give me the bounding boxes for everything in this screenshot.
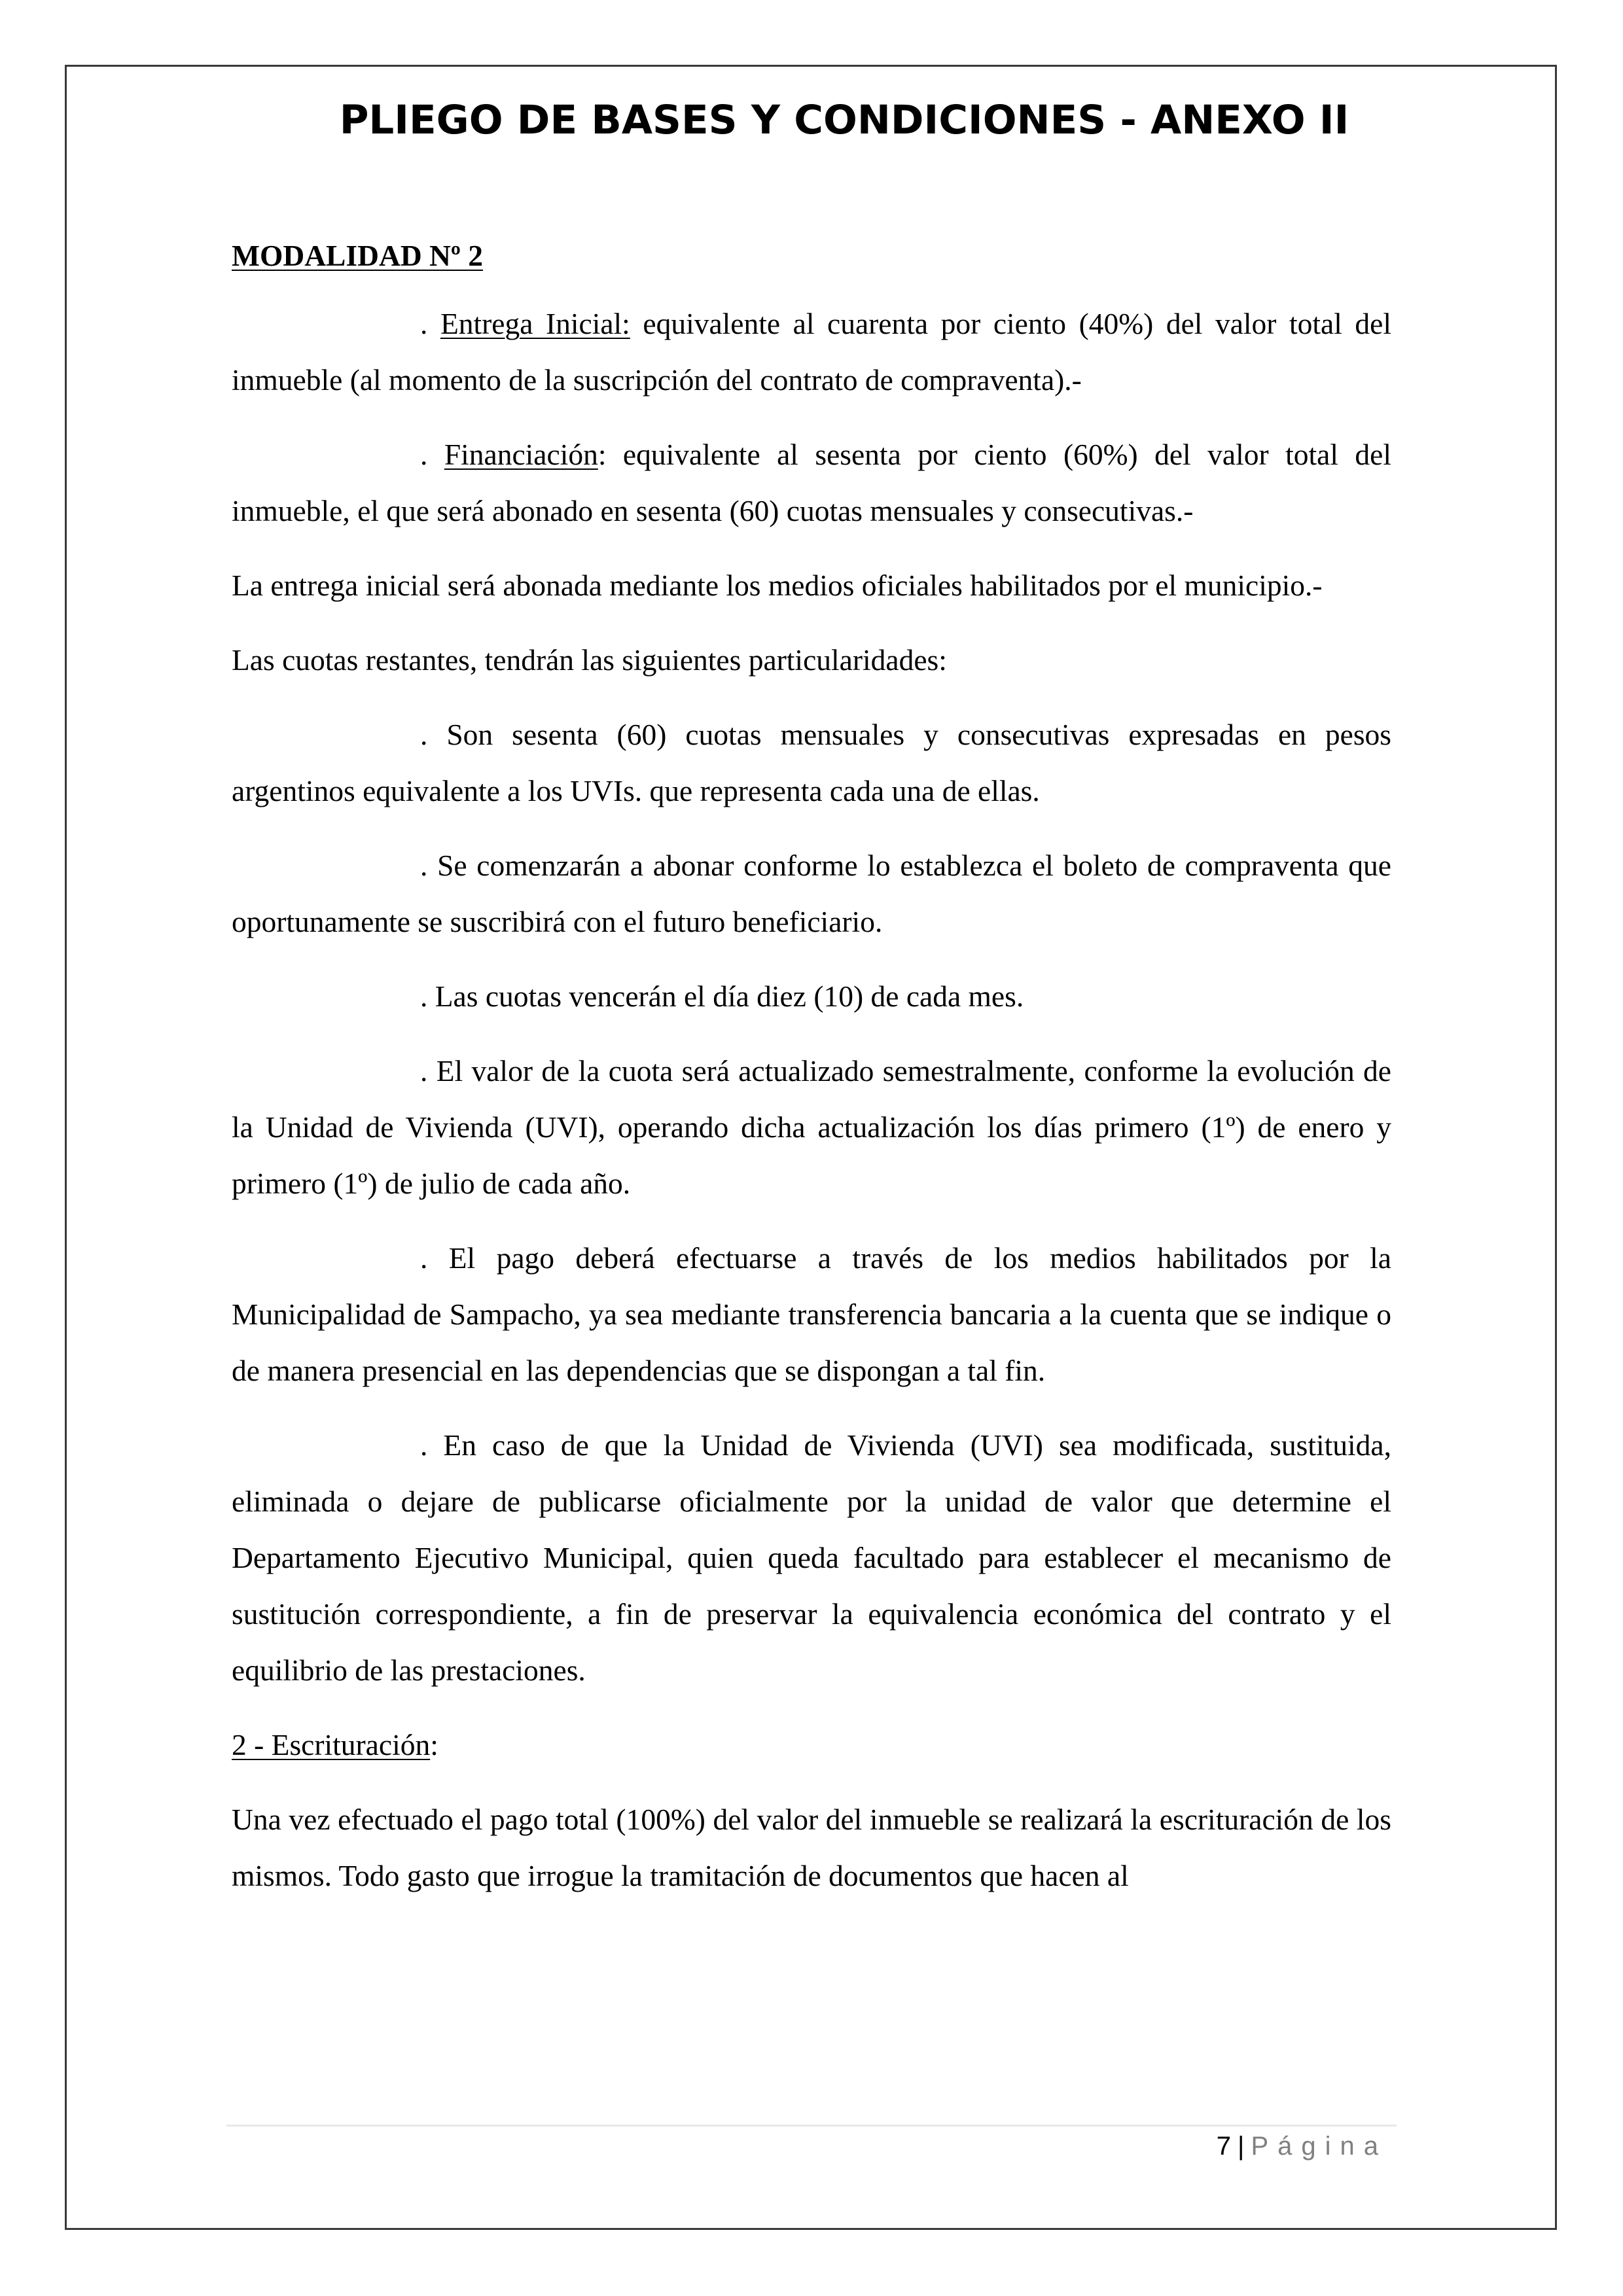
paragraph-cuotas-intro: Las cuotas restantes, tendrán las siguientes particularidades: [232,643,947,677]
entrega-inicial-label: Entrega Inicial: [440,307,630,340]
page-word: Página [1251,2132,1387,2161]
escrituracion-label: 2 - Escrituración [232,1728,431,1761]
paragraph-escrituracion: Una vez efectuado el pago total (100%) del valor del inmueble se realizará la escrituración de los mismos. Todo gasto que irrogue la tramitación de documentos que hacen al [232,1803,1391,1892]
paragraph-cuotas-sesenta: . Son sesenta (60) cuotas mensuales y consecutivas expresadas en pesos argentinos equivalente a los UVIs. que representa cada una de ellas. [232,718,1391,807]
paragraph-financiacion [232,427,1391,539]
bullet-prefix: . [420,438,444,471]
section-escrituracion-heading [232,1717,1391,1773]
section-heading [232,228,1391,284]
page-number: 7 [1216,2132,1232,2161]
financiacion-text: : equivalente al sesenta por ciento (60%) del valor total del inmueble, el que será abonado en sesenta (60) cuotas mensuales y consecutivas.- [232,438,1391,527]
footer-divider [226,2125,1397,2127]
footer-separator: | [1238,2132,1245,2161]
escrituracion-suffix: : [430,1728,438,1761]
paragraph-cuotas-vencimiento: . Las cuotas vencerán el día diez (10) de cada mes. [420,980,1024,1013]
paragraph-cuotas-comienzo: . Se comenzarán a abonar conforme lo establezca el boleto de compraventa que oportunamente se suscribirá con el futuro beneficiario. [232,849,1391,938]
entrega-inicial-text: equivalente al cuarenta por ciento (40%) del valor total del inmueble (al momento de la suscripción del contrato de compraventa).- [232,307,1391,397]
paragraph-sustitucion-uvi: . En caso de que la Unidad de Vivienda (UVI) sea modificada, sustituida, eliminada o dejare de publicarse oficialmente por la unidad de valor que determine el Departamento Ejecutivo Municipal, quien queda facultado para establecer el mecanismo de sustitución correspondiente, a fin de preservar la equivalencia económica del contrato y el equilibrio de las prestaciones. [232,1428,1391,1687]
paragraph-cuotas-actualizacion: . El valor de la cuota será actualizado semestralmente, conforme la evolución de la Unidad de Vivienda (UVI), operando dicha actualización los días primero (1º) de enero y primero (1º) de julio de cada año. [232,1054,1391,1200]
page-footer [1113,2132,1387,2161]
page-title: PLIEGO DE BASES Y CONDICIONES - ANEXO II [339,97,1349,143]
paragraph-medios-pago: . El pago deberá efectuarse a través de los medios habilitados por la Municipalidad de Sampacho, ya sea mediante transferencia bancaria a la cuenta que se indique o de manera presencial en las dependencias que se dispongan a tal fin. [232,1241,1391,1387]
document-body [232,228,1391,1922]
paragraph-entrega-inicial [232,296,1391,408]
bullet-prefix: . [420,307,440,340]
modalidad-heading: MODALIDAD Nº 2 [232,239,484,272]
financiacion-label: Financiación [444,438,598,471]
paragraph-entrega-medios: La entrega inicial será abonada mediante los medios oficiales habilitados por el municipio.- [232,569,1323,602]
